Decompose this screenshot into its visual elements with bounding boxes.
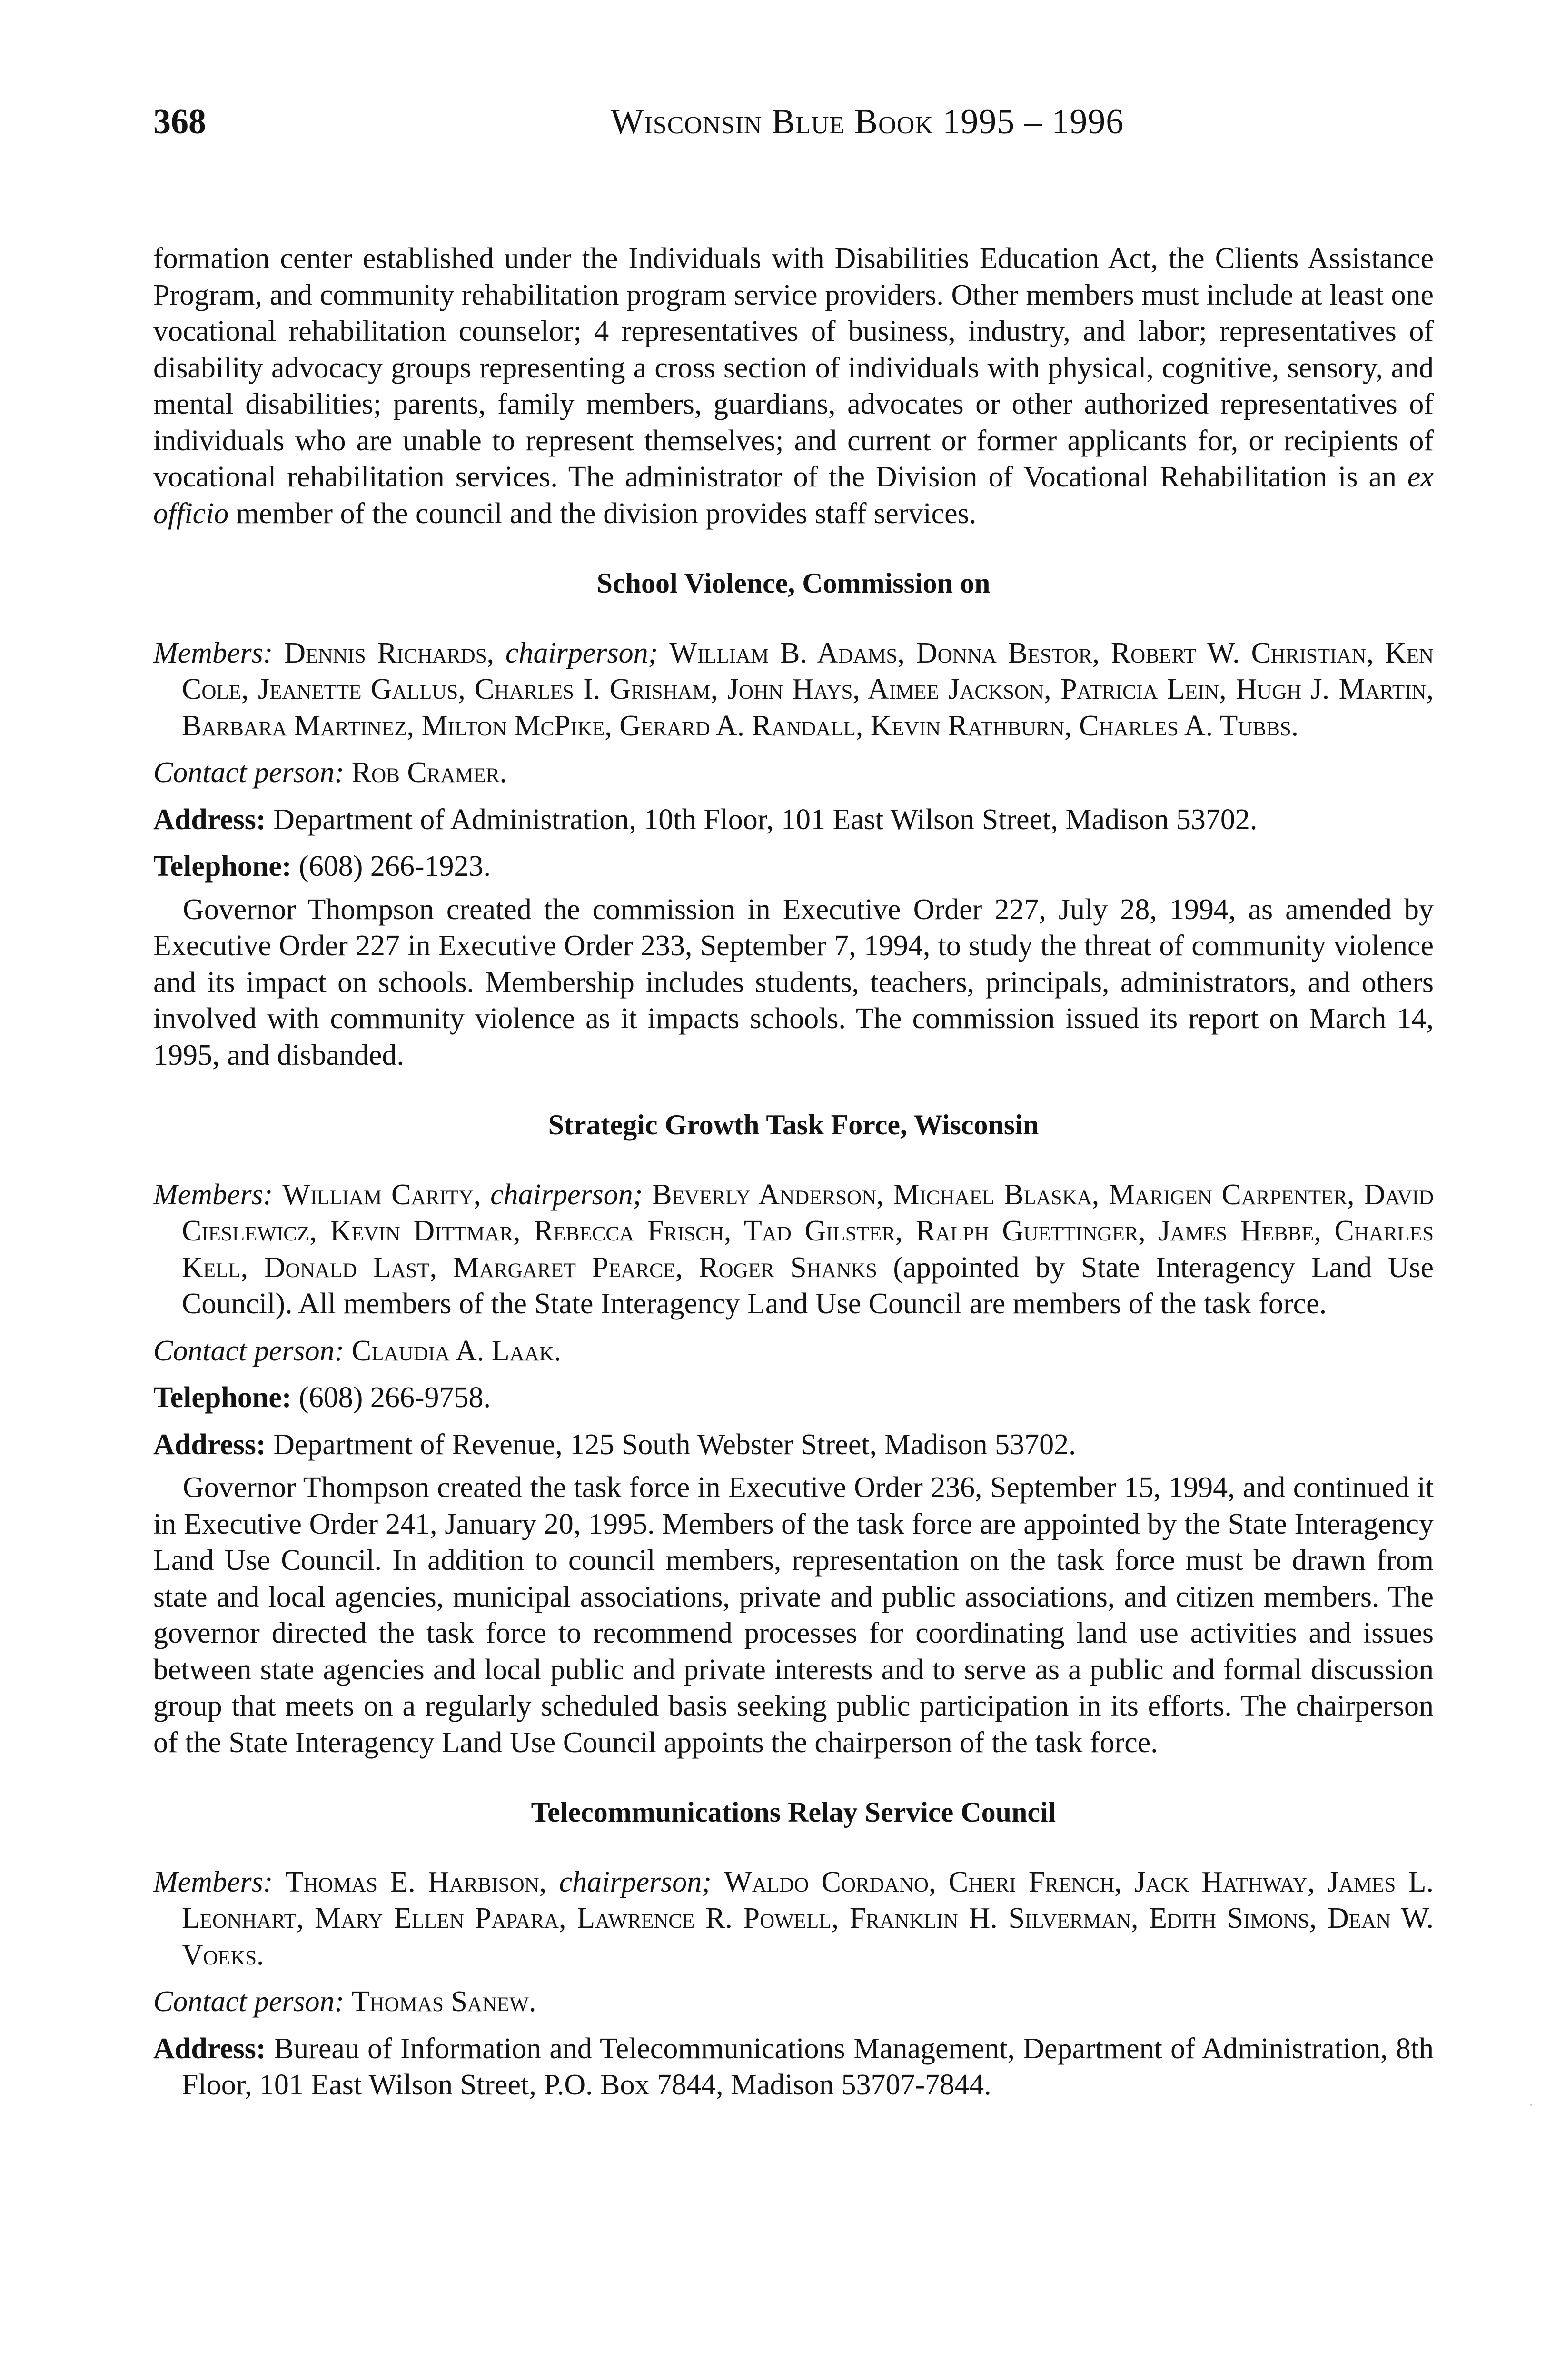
contact-person-label: Contact person: bbox=[153, 756, 345, 789]
strategic-growth-contact bbox=[153, 1333, 1434, 1369]
telecom-relay-contact bbox=[153, 1983, 1434, 2020]
section-title-telecom-relay: Telecommunications Relay Service Council bbox=[531, 1796, 1056, 1828]
chairperson-label: chairperson; bbox=[505, 636, 658, 669]
scan-speck bbox=[1530, 2104, 1532, 2106]
strategic-growth-description: Governor Thompson created the task force in Executive Order 236, September 15, 1994, and continued it in Executive Order 241, January 20, 1995. Members of the task force are appointed by the State Interagency Land Use Council. In addition to council members, representation on the task force must be drawn from state and local agencies, municipal associations, private and public associations, and citizen members. The governor directed the task force to recommend processes for coordinating land use activities and issues between state agencies and local public and private interests and to serve as a public and formal discussion group that meets on a regularly scheduled basis seeking public participation in its efforts. The chairperson of the State Interagency Land Use Council appoints the chairperson of the task force. bbox=[153, 1471, 1434, 1759]
intro-text-after: member of the council and the division provides staff services. bbox=[236, 497, 977, 530]
running-title: Wisconsin Blue Book 1995 – 1996 bbox=[610, 102, 1124, 141]
strategic-growth-address-text: Department of Revenue, 125 South Webster Street, Madison 53702. bbox=[273, 1428, 1076, 1461]
school-violence-chair: Dennis Richards, bbox=[284, 636, 495, 669]
telecom-relay-address-text: Bureau of Information and Telecommunications Management, Department of Administration, 8th Floor, 101 East Wilson Street, P.O. Box 7844, Madison 53707-7844. bbox=[182, 2032, 1434, 2101]
page-number: 368 bbox=[153, 102, 206, 141]
members-label: Members: bbox=[153, 1178, 273, 1211]
telecom-relay-contact-name: Thomas Sanew. bbox=[351, 1985, 536, 2018]
strategic-growth-contact-name: Claudia A. Laak. bbox=[351, 1334, 562, 1367]
strategic-growth-chair: William Carity, bbox=[282, 1178, 481, 1211]
page-header bbox=[153, 93, 1434, 150]
telecom-relay-members bbox=[153, 1864, 1434, 1973]
school-violence-telephone-number: (608) 266-1923. bbox=[299, 850, 491, 883]
address-label: Address: bbox=[153, 803, 266, 836]
contact-person-label: Contact person: bbox=[153, 1985, 345, 2018]
telecom-relay-address bbox=[153, 2031, 1434, 2103]
telecom-relay-member-list: Waldo Cordano, Cheri French, Jack Hathway, James L. Leonhart, Mary Ellen Papara, Lawrence R. Powell, Franklin H. Silverman, Edith Simons, Dean W. Voeks. bbox=[182, 1865, 1434, 1971]
strategic-growth-telephone-number: (608) 266-9758. bbox=[299, 1381, 491, 1414]
strategic-growth-telephone bbox=[153, 1379, 1434, 1416]
intro-paragraph bbox=[153, 240, 1434, 532]
members-label: Members: bbox=[153, 636, 273, 669]
school-violence-address-text: Department of Administration, 10th Floor, 101 East Wilson Street, Madison 53702. bbox=[273, 803, 1258, 836]
page-body bbox=[153, 240, 1434, 2103]
strategic-growth-member-list: Beverly Anderson, Michael Blaska, Marigen Carpenter, David Cieslewicz, Kevin Dittmar, Rebecca Frisch, Tad Gilster, Ralph Guettinger, James Hebbe, Charles Kell, Donald Last, Margaret Pearce, Roger Shanks bbox=[182, 1178, 1434, 1284]
contact-person-label: Contact person: bbox=[153, 1334, 345, 1367]
telecom-relay-chair: Thomas E. Harbison, bbox=[285, 1865, 547, 1898]
chairperson-label: chairperson; bbox=[559, 1865, 712, 1898]
school-violence-members bbox=[153, 635, 1434, 744]
school-violence-contact-name: Rob Cramer. bbox=[351, 756, 507, 789]
strategic-growth-members bbox=[153, 1177, 1434, 1322]
school-violence-contact bbox=[153, 754, 1434, 791]
section-title-school-violence: School Violence, Commission on bbox=[596, 567, 991, 599]
telephone-label: Telephone: bbox=[153, 850, 292, 883]
strategic-growth-address bbox=[153, 1427, 1434, 1463]
telephone-label: Telephone: bbox=[153, 1381, 292, 1414]
strategic-growth-members-note: (appointed by State Interagency Land Use Council). All members of the State Interagency Land Use Council are members of the task force. bbox=[182, 1251, 1434, 1320]
chairperson-label: chairperson; bbox=[490, 1178, 643, 1211]
school-violence-address bbox=[153, 802, 1434, 838]
address-label: Address: bbox=[153, 2032, 266, 2065]
school-violence-description: Governor Thompson created the commission in Executive Order 227, July 28, 1994, as amended by Executive Order 227 in Executive Order 233, September 7, 1994, to study the threat of community violence and its impact on schools. Membership includes students, teachers, principals, administrators, and others involved with community violence as it impacts schools. The commission issued its report on March 14, 1995, and disbanded. bbox=[153, 893, 1434, 1071]
ex-officio-term: ex officio bbox=[153, 461, 1434, 530]
school-violence-member-list: William B. Adams, Donna Bestor, Robert W. Christian, Ken Cole, Jeanette Gallus, Charles I. Grisham, John Hays, Aimee Jackson, Patricia Lein, Hugh J. Martin, Barbara Martinez, Milton McPike, Gerard A. Randall, Kevin Rathburn, Charles A. Tubbs. bbox=[182, 636, 1434, 742]
intro-text-before: formation center established under the Individuals with Disabilities Education Act, the Clients Assistance Program, and community rehabilitation program service providers. Other members must include at least one vocational rehabilitation counselor; 4 representatives of business, industry, and labor; representatives of disability advocacy groups representing a cross section of individuals with physical, cognitive, sensory, and mental disabilities; parents, family members, guardians, advocates or other authorized representatives of individuals who are unable to represent themselves; and current or former applicants for, or recipients of vocational rehabilitation services. The administrator of the Division of Vocational Rehabilitation is an bbox=[153, 242, 1434, 493]
address-label: Address: bbox=[153, 1428, 266, 1461]
members-label: Members: bbox=[153, 1865, 273, 1898]
section-title-strategic-growth: Strategic Growth Task Force, Wisconsin bbox=[548, 1109, 1039, 1140]
school-violence-telephone bbox=[153, 848, 1434, 885]
